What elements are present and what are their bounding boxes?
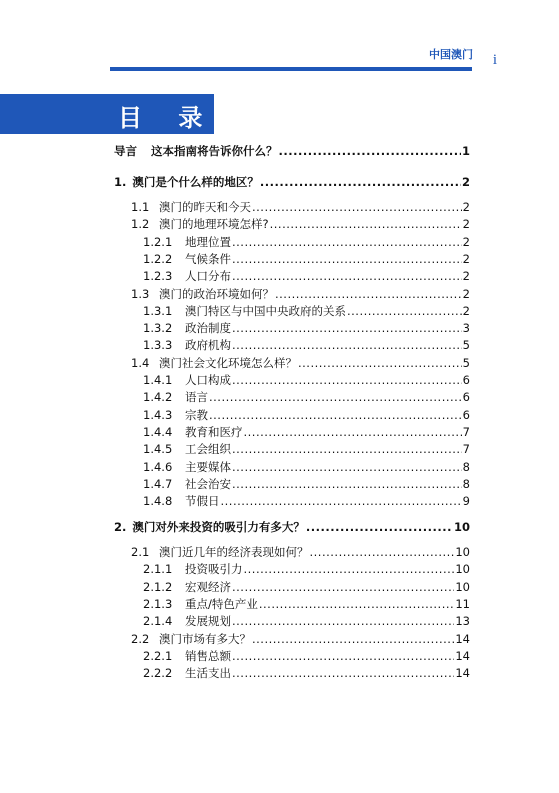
toc-entry xyxy=(143,303,470,319)
toc-entry xyxy=(131,216,470,232)
toc-entry xyxy=(143,268,470,284)
toc-entry-page: 2 xyxy=(461,175,470,189)
toc-entry-label: 这本指南将告诉你什么？ xyxy=(151,144,278,158)
toc-entry-page: 11 xyxy=(455,597,470,611)
toc-entry xyxy=(143,372,470,388)
toc-entry-number: 1.3 xyxy=(131,286,150,301)
toc-entry-label: 地理位置 xyxy=(185,234,231,249)
toc-entry xyxy=(143,579,470,595)
toc-entry-number: 1.4.5 xyxy=(143,442,173,457)
toc-entry-leader xyxy=(310,544,455,560)
toc-entry-number: 1.4.4 xyxy=(143,424,173,439)
toc-entry-leader xyxy=(232,459,462,475)
toc-entry-page: 14 xyxy=(455,631,470,646)
toc-entry xyxy=(143,665,470,681)
toc-entry-label: 社会治安 xyxy=(185,476,231,491)
toc-entry xyxy=(143,493,470,509)
toc-entry-page: 2 xyxy=(462,251,470,266)
toc-entry-number: 1.4.8 xyxy=(143,494,173,509)
toc-entry-page: 8 xyxy=(462,459,470,474)
toc-entry-page: 6 xyxy=(462,390,470,405)
toc-entry-number: 1. xyxy=(114,175,127,189)
toc-entry xyxy=(131,355,470,371)
toc-entry-leader xyxy=(232,337,462,353)
toc-entry-label: 节假日 xyxy=(185,494,220,509)
toc-entry xyxy=(131,199,470,215)
toc-entry-label: 语言 xyxy=(185,390,208,405)
toc-entry-number: 1.3.3 xyxy=(143,338,173,353)
toc-entry-leader xyxy=(252,199,462,215)
toc-entry-label: 澳门的地理环境怎样? xyxy=(159,217,269,232)
toc-entry-label: 宏观经济 xyxy=(185,579,231,594)
toc-entry xyxy=(143,561,470,577)
toc-entry-number: 1.4.2 xyxy=(143,390,173,405)
toc-entry-label: 销售总额 xyxy=(185,648,231,663)
toc-entry-label: 人口分布 xyxy=(185,269,231,284)
toc-entry-label: 主要媒体 xyxy=(185,459,231,474)
toc-entry-number: 2. xyxy=(114,520,127,535)
toc-entry-label: 重点/特色产业 xyxy=(185,597,258,611)
header-title: 中国澳门 xyxy=(429,48,473,61)
toc-entry-page: 8 xyxy=(462,476,470,491)
toc-entry-label: 人口构成 xyxy=(185,373,231,387)
toc-entry-leader xyxy=(232,268,462,284)
toc-entry-leader xyxy=(209,407,462,423)
toc-entry-leader xyxy=(232,665,454,681)
toc-entry-leader xyxy=(306,519,453,535)
toc-entry-page: 14 xyxy=(455,666,470,681)
toc-entry-leader xyxy=(232,441,462,457)
toc-entry-page: 7 xyxy=(462,442,470,457)
toc-entry-number: 2.2.2 xyxy=(143,666,173,681)
toc-entry-label: 气候条件 xyxy=(185,251,231,266)
toc-entry-leader xyxy=(209,389,462,405)
toc-entry-label: 澳门的政治环境如何？ xyxy=(159,286,274,301)
toc-entry-label: 教育和医疗 xyxy=(185,424,243,439)
toc-entry-label: 政治制度 xyxy=(185,321,231,336)
toc-entry-page: 5 xyxy=(462,355,470,370)
toc-entry-label: 澳门特区与中国中央政府的关系 xyxy=(185,303,346,318)
toc-entry-leader xyxy=(298,355,462,371)
toc-entry xyxy=(131,631,470,647)
toc-entry-leader xyxy=(260,174,461,190)
toc-entry-page: 2 xyxy=(462,217,470,232)
toc-entry-number: 1.2.1 xyxy=(143,234,173,249)
toc-entry-leader xyxy=(232,251,462,267)
toc-entry-leader xyxy=(232,476,462,492)
toc-entry-page: 13 xyxy=(455,614,470,629)
toc-entry-leader xyxy=(259,596,454,612)
toc-entry-leader xyxy=(279,143,461,159)
toc-entry xyxy=(143,424,470,440)
toc-entry-number: 2.2.1 xyxy=(143,648,173,663)
toc-entry xyxy=(114,519,470,535)
toc-entry-page: 9 xyxy=(462,494,470,509)
toc-entry-page: 5 xyxy=(462,338,470,353)
toc-entry-number: 1.3.2 xyxy=(143,321,173,336)
toc-entry-leader xyxy=(232,613,454,629)
toc-entry-label: 生活支出 xyxy=(185,666,231,681)
toc-entry-page: 10 xyxy=(455,545,470,560)
toc-entry xyxy=(131,286,470,302)
toc-entry-label: 澳门的昨天和今天 xyxy=(159,200,251,214)
toc-entry-page: 2 xyxy=(462,200,470,214)
toc-entry-number: 1.4.7 xyxy=(143,476,173,491)
toc-entry-page: 7 xyxy=(462,424,470,439)
toc-entry xyxy=(114,174,470,190)
toc-entry xyxy=(143,441,470,457)
toc-entry-page: 3 xyxy=(462,321,470,336)
toc-entry xyxy=(143,648,470,664)
toc-entry-label: 澳门社会文化环境怎么样？ xyxy=(159,355,297,370)
toc-entry xyxy=(143,337,470,353)
toc-entry-number: 2.1 xyxy=(131,545,150,560)
toc-entry xyxy=(143,251,470,267)
toc-entry xyxy=(143,234,470,250)
toc-entry-label: 政府机构 xyxy=(185,338,231,353)
toc-entry xyxy=(143,476,470,492)
toc-entry-number: 2.1.2 xyxy=(143,579,173,594)
toc-entry-leader xyxy=(252,631,454,647)
toc-entry-number: 1.3.1 xyxy=(143,303,173,318)
toc-entry-number: 1.4 xyxy=(131,355,150,370)
toc-entry-leader xyxy=(221,493,462,509)
toc-entry-leader xyxy=(347,303,462,319)
toc-entry xyxy=(143,613,470,629)
toc-entry-label: 澳门近几年的经济表现如何？ xyxy=(159,545,309,560)
toc-entry xyxy=(131,544,470,560)
toc-entry xyxy=(143,389,470,405)
toc-entry-number: 1.4.6 xyxy=(143,459,173,474)
toc-entry-page: 2 xyxy=(462,286,470,301)
toc-entry xyxy=(114,143,470,159)
toc-entry-label: 澳门对外来投资的吸引力有多大？ xyxy=(132,520,305,535)
toc-entry-page: 2 xyxy=(462,303,470,318)
toc-entry-page: 2 xyxy=(462,269,470,284)
toc-entry-number: 1.2.2 xyxy=(143,251,173,266)
toc-entry-label: 投资吸引力 xyxy=(185,562,243,577)
toc-entry-page: 10 xyxy=(453,520,470,535)
toc-entry xyxy=(143,320,470,336)
toc-entry xyxy=(143,407,470,423)
toc-entry-leader xyxy=(232,234,462,250)
toc-entry-number: 2.1.1 xyxy=(143,562,173,577)
toc-entry xyxy=(143,459,470,475)
header-page-number: i xyxy=(492,52,497,68)
toc-entry-leader xyxy=(232,648,454,664)
toc-entry-page: 10 xyxy=(455,579,470,594)
toc-entry-number: 1.4.1 xyxy=(143,373,173,387)
toc-entry-number: 导言 xyxy=(114,144,137,158)
toc-entry-page: 6 xyxy=(462,407,470,422)
toc-heading: 目 录 xyxy=(118,104,217,132)
toc-entry-number: 1.2 xyxy=(131,217,150,232)
toc-entry-number: 2.2 xyxy=(131,631,150,646)
toc-entry-leader xyxy=(232,579,454,595)
toc-entry-leader xyxy=(232,320,462,336)
toc-entry xyxy=(143,596,470,612)
toc-entry-page: 10 xyxy=(455,562,470,577)
toc-entry-label: 澳门是个什么样的地区？ xyxy=(132,175,259,189)
header-rule xyxy=(110,67,472,71)
toc-entry-leader xyxy=(275,286,462,302)
toc-entry-label: 工会组织 xyxy=(185,442,231,457)
toc-entry-number: 1.2.3 xyxy=(143,269,173,284)
toc-entry-number: 1.1 xyxy=(131,200,150,214)
toc-entry-page: 14 xyxy=(455,648,470,663)
toc-entry-label: 发展规划 xyxy=(185,614,231,629)
toc-entry-page: 6 xyxy=(462,373,470,387)
toc-entry-label: 宗教 xyxy=(185,407,208,422)
toc-entry-number: 1.4.3 xyxy=(143,407,173,422)
toc-entry-number: 2.1.4 xyxy=(143,614,173,629)
toc-entry-leader xyxy=(244,424,462,440)
toc-entry-number: 2.1.3 xyxy=(143,597,173,611)
toc-entry-page: 2 xyxy=(462,234,470,249)
toc-entry-leader xyxy=(270,216,462,232)
toc-entry-leader xyxy=(232,372,462,388)
toc-entry-page: 1 xyxy=(461,144,470,158)
toc-entry-label: 澳门市场有多大？ xyxy=(159,631,251,646)
toc-entry-leader xyxy=(244,561,455,577)
